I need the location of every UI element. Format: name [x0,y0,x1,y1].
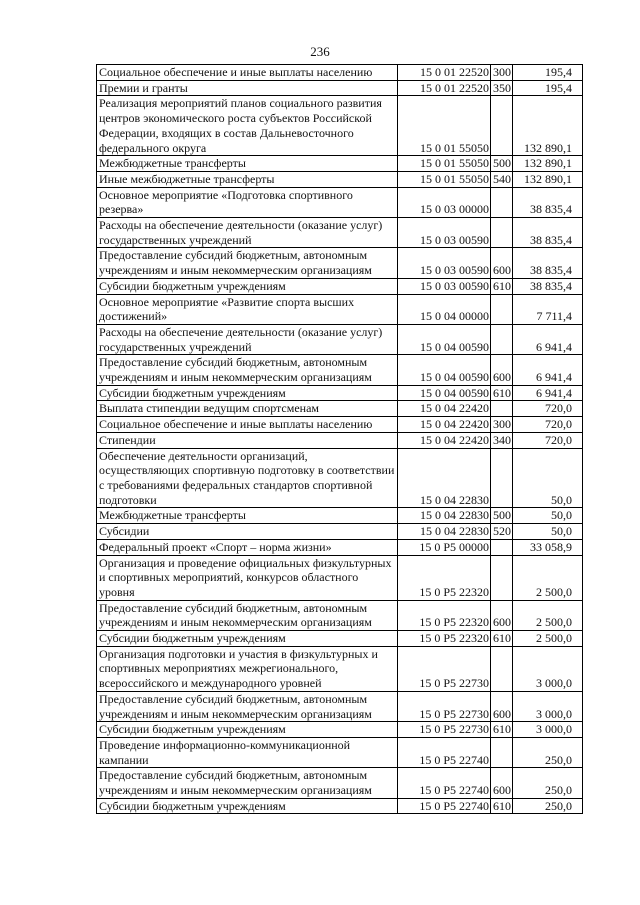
row-expense-type [491,539,513,555]
row-name: Расходы на обеспечение деятельности (оказание услуг) государственных учреждений [97,218,398,248]
row-expense-type: 300 [491,417,513,433]
row-code: 15 0 P5 22320 [398,631,491,647]
table-row [97,96,583,156]
table-row [97,555,583,600]
row-amount: 38 835,4 [513,218,583,248]
row-amount: 720,0 [513,432,583,448]
row-amount: 50,0 [513,524,583,540]
row-amount: 250,0 [513,737,583,767]
row-name: Стипендии [97,432,398,448]
row-expense-type: 600 [491,355,513,385]
row-amount: 33 058,9 [513,539,583,555]
row-amount: 720,0 [513,401,583,417]
row-code: 15 0 04 00590 [398,355,491,385]
row-name: Предоставление субсидий бюджетным, автономным учреждениям и иным некоммерческим организациям [97,768,398,798]
table-row [97,737,583,767]
row-amount: 195,4 [513,80,583,96]
row-amount: 132 890,1 [513,96,583,156]
row-amount: 50,0 [513,448,583,508]
row-name: Организация подготовки и участия в физкультурных и спортивных мероприятиях межрегионального, всероссийского и международного уровней [97,646,398,691]
row-code: 15 0 03 00590 [398,248,491,278]
row-name: Предоставление субсидий бюджетным, автономным учреждениям и иным некоммерческим организациям [97,355,398,385]
row-expense-type: 300 [491,65,513,81]
budget-table [96,64,583,814]
row-amount: 250,0 [513,798,583,814]
row-expense-type: 610 [491,385,513,401]
row-amount: 50,0 [513,508,583,524]
row-code: 15 0 P5 22740 [398,737,491,767]
row-name: Межбюджетные трансферты [97,508,398,524]
row-expense-type: 600 [491,600,513,630]
page-number: 236 [310,44,330,59]
row-name: Социальное обеспечение и иные выплаты населению [97,65,398,81]
row-name: Предоставление субсидий бюджетным, автономным учреждениям и иным некоммерческим организациям [97,248,398,278]
row-expense-type: 610 [491,278,513,294]
row-expense-type: 610 [491,631,513,647]
row-name: Субсидии бюджетным учреждениям [97,278,398,294]
row-code: 15 0 01 55050 [398,96,491,156]
row-expense-type: 600 [491,691,513,721]
table-row [97,278,583,294]
row-name: Выплата стипендии ведущим спортсменам [97,401,398,417]
row-amount: 7 711,4 [513,294,583,324]
row-expense-type [491,555,513,600]
row-expense-type [491,96,513,156]
table-row [97,448,583,508]
row-amount: 132 890,1 [513,171,583,187]
row-name: Социальное обеспечение и иные выплаты населению [97,417,398,433]
row-amount: 6 941,4 [513,355,583,385]
row-code: 15 0 01 22520 [398,80,491,96]
row-name: Субсидии бюджетным учреждениям [97,722,398,738]
row-expense-type: 350 [491,80,513,96]
row-code: 15 0 04 22830 [398,448,491,508]
row-expense-type: 500 [491,508,513,524]
row-amount: 6 941,4 [513,385,583,401]
row-name: Предоставление субсидий бюджетным, автономным учреждениям и иным некоммерческим организациям [97,691,398,721]
row-code: 15 0 P5 22320 [398,600,491,630]
row-expense-type: 600 [491,768,513,798]
row-code: 15 0 P5 22730 [398,646,491,691]
row-amount: 132 890,1 [513,156,583,172]
table-row [97,768,583,798]
row-expense-type [491,324,513,354]
row-code: 15 0 01 55050 [398,171,491,187]
table-row [97,600,583,630]
row-expense-type [491,294,513,324]
table-row [97,539,583,555]
row-name: Основное мероприятие «Развитие спорта высших достижений» [97,294,398,324]
table-row [97,691,583,721]
table-row [97,156,583,172]
row-code: 15 0 04 22830 [398,524,491,540]
row-code: 15 0 04 22420 [398,432,491,448]
row-name: Проведение информационно-коммуникационной кампании [97,737,398,767]
row-name: Реализация мероприятий планов социального развития центров экономического роста субъектов Российской Федерации, входящих в состав Дальневосточного федерального округа [97,96,398,156]
table-row [97,417,583,433]
row-amount: 38 835,4 [513,187,583,217]
row-name: Субсидии бюджетным учреждениям [97,631,398,647]
row-amount: 195,4 [513,65,583,81]
row-code: 15 0 04 22420 [398,417,491,433]
row-expense-type [491,187,513,217]
table-row [97,324,583,354]
row-name: Организация и проведение официальных физкультурных и спортивных мероприятий, конкурсов областного уровня [97,555,398,600]
row-amount: 38 835,4 [513,278,583,294]
row-expense-type [491,218,513,248]
table-row [97,631,583,647]
row-code: 15 0 04 00590 [398,324,491,354]
row-code: 15 0 P5 22320 [398,555,491,600]
row-name: Субсидии [97,524,398,540]
row-expense-type: 520 [491,524,513,540]
row-name: Субсидии бюджетным учреждениям [97,385,398,401]
table-row [97,171,583,187]
row-expense-type: 600 [491,248,513,278]
row-name: Федеральный проект «Спорт – норма жизни» [97,539,398,555]
row-name: Расходы на обеспечение деятельности (оказание услуг) государственных учреждений [97,324,398,354]
row-code: 15 0 04 00590 [398,385,491,401]
row-name: Иные межбюджетные трансферты [97,171,398,187]
row-expense-type: 610 [491,722,513,738]
row-name: Премии и гранты [97,80,398,96]
row-code: 15 0 P5 22730 [398,722,491,738]
row-code: 15 0 03 00590 [398,278,491,294]
row-code: 15 0 P5 22740 [398,768,491,798]
table-row [97,432,583,448]
table-row [97,722,583,738]
table-row [97,385,583,401]
row-code: 15 0 P5 22740 [398,798,491,814]
row-code: 15 0 04 22420 [398,401,491,417]
row-code: 15 0 03 00590 [398,218,491,248]
budget-table-body [97,65,583,814]
row-expense-type [491,646,513,691]
table-row [97,524,583,540]
row-code: 15 0 01 22520 [398,65,491,81]
row-amount: 250,0 [513,768,583,798]
row-code: 15 0 01 55050 [398,156,491,172]
table-row [97,80,583,96]
row-expense-type: 610 [491,798,513,814]
table-row [97,187,583,217]
table-row [97,218,583,248]
table-row [97,508,583,524]
row-name: Предоставление субсидий бюджетным, автономным учреждениям и иным некоммерческим организациям [97,600,398,630]
row-expense-type [491,401,513,417]
row-name: Межбюджетные трансферты [97,156,398,172]
table-row [97,646,583,691]
table-row [97,294,583,324]
row-amount: 2 500,0 [513,631,583,647]
table-row [97,798,583,814]
row-expense-type: 500 [491,156,513,172]
table-row [97,65,583,81]
row-amount: 2 500,0 [513,555,583,600]
row-amount: 720,0 [513,417,583,433]
row-name: Обеспечение деятельности организаций, осуществляющих спортивную подготовку в соответствии с требованиями федеральных стандартов спортивной подготовки [97,448,398,508]
row-code: 15 0 P5 00000 [398,539,491,555]
row-amount: 3 000,0 [513,646,583,691]
row-code: 15 0 03 00000 [398,187,491,217]
row-code: 15 0 P5 22730 [398,691,491,721]
row-amount: 38 835,4 [513,248,583,278]
row-amount: 3 000,0 [513,691,583,721]
row-name: Субсидии бюджетным учреждениям [97,798,398,814]
row-expense-type [491,737,513,767]
table-row [97,355,583,385]
table-row [97,401,583,417]
row-expense-type: 340 [491,432,513,448]
row-code: 15 0 04 22830 [398,508,491,524]
row-amount: 2 500,0 [513,600,583,630]
row-name: Основное мероприятие «Подготовка спортивного резерва» [97,187,398,217]
table-row [97,248,583,278]
row-expense-type: 540 [491,171,513,187]
row-code: 15 0 04 00000 [398,294,491,324]
row-amount: 3 000,0 [513,722,583,738]
row-expense-type [491,448,513,508]
row-amount: 6 941,4 [513,324,583,354]
